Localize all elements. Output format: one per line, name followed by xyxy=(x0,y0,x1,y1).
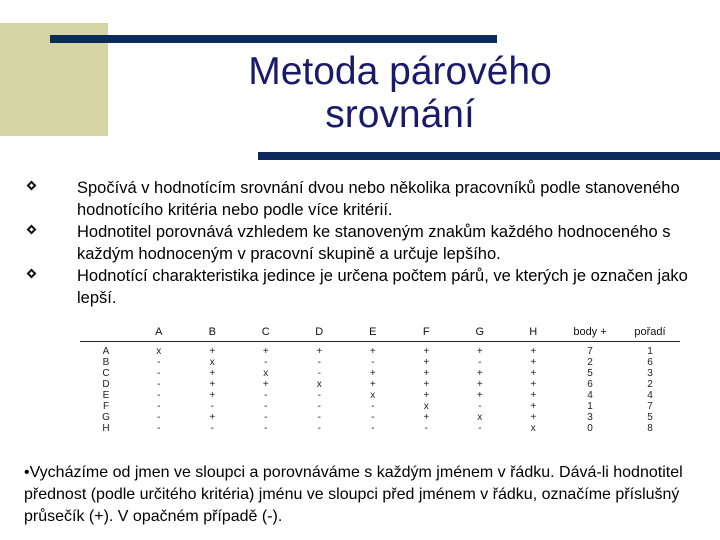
table-cell: 5 xyxy=(587,368,593,379)
bullet-text: Hodnotící charakteristika jedince je určena počtem párů, ve kterých je označen jako lepší. xyxy=(77,267,688,307)
table-cell: 7 xyxy=(647,401,653,412)
table-cell: + xyxy=(369,379,376,390)
bullet-text: Spočívá v hodnotícím srovnání dvou nebo několika pracovníků podle stanoveného hodnotícího kritéria nebo podle více kritérií. xyxy=(77,179,680,219)
row-label: D xyxy=(102,379,110,390)
decorative-line-bottom xyxy=(258,152,720,160)
table-cell: + xyxy=(476,368,483,379)
table-cell: + xyxy=(530,379,537,390)
row-label: E xyxy=(102,390,110,401)
diamond-bullet-icon xyxy=(27,269,37,279)
bullet-list xyxy=(28,177,688,309)
bullet-text: Hodnotitel porovnává vzhledem ke stanoveným znakům každého hodnoceného s každým hodnoceným v pracovní skupině a určuje lepšího. xyxy=(77,223,671,263)
table-cell: 1 xyxy=(587,401,593,412)
table-cell: - xyxy=(157,357,161,368)
table-cell: - xyxy=(317,412,321,423)
table-cell: + xyxy=(423,390,430,401)
slide-title: Metoda párového srovnání xyxy=(248,50,552,136)
table-row xyxy=(80,342,680,358)
table-cell: + xyxy=(209,346,216,357)
table-row xyxy=(80,412,680,423)
table-cell: + xyxy=(209,379,216,390)
diamond-bullet-icon xyxy=(27,181,37,191)
table-cell: - xyxy=(478,401,482,412)
table-cell: 4 xyxy=(587,390,593,401)
table-cell: - xyxy=(264,412,268,423)
table-cell: x xyxy=(370,390,376,401)
row-label: A xyxy=(102,346,110,357)
table-cell: 2 xyxy=(587,357,593,368)
table-row xyxy=(80,357,680,368)
table-row xyxy=(80,423,680,434)
table-cell: + xyxy=(530,346,537,357)
table-cell: x xyxy=(423,401,429,412)
table-cell: - xyxy=(317,423,321,434)
table-cell: + xyxy=(369,368,376,379)
table-cell: + xyxy=(369,346,376,357)
table-header-cell: H xyxy=(507,322,561,342)
decorative-line-top xyxy=(50,35,497,43)
table-cell: - xyxy=(317,390,321,401)
table-cell: - xyxy=(478,357,482,368)
table-header-cell: pořadí xyxy=(620,322,680,342)
table-cell: - xyxy=(478,423,482,434)
table-cell: - xyxy=(264,390,268,401)
table-cell: + xyxy=(423,368,430,379)
table-cell: x xyxy=(530,423,536,434)
row-label: G xyxy=(102,412,110,423)
table-cell: - xyxy=(157,412,161,423)
table-header-cell: F xyxy=(400,322,454,342)
table-row xyxy=(80,379,680,390)
table-cell: - xyxy=(157,401,161,412)
table-cell: x xyxy=(156,346,162,357)
table-row xyxy=(80,401,680,412)
table-cell: 6 xyxy=(647,357,653,368)
table-cell: 0 xyxy=(587,423,593,434)
bullet-item xyxy=(28,177,688,221)
table-cell: + xyxy=(530,368,537,379)
table-cell: 2 xyxy=(647,379,653,390)
table-cell: 4 xyxy=(647,390,653,401)
table-cell: - xyxy=(371,412,375,423)
table-cell: - xyxy=(371,401,375,412)
table-cell: 8 xyxy=(647,423,653,434)
table-cell: - xyxy=(371,357,375,368)
table-cell: - xyxy=(424,423,428,434)
table-cell: - xyxy=(210,401,214,412)
table-cell: + xyxy=(262,379,269,390)
table-cell: + xyxy=(209,412,216,423)
comparison-table-wrap xyxy=(80,322,680,452)
row-label: C xyxy=(102,368,110,379)
table-cell: - xyxy=(317,401,321,412)
table-row xyxy=(80,368,680,379)
table-header-cell: body + xyxy=(560,322,620,342)
table-cell: x xyxy=(477,412,483,423)
table-cell: - xyxy=(157,368,161,379)
table-cell: 1 xyxy=(647,346,653,357)
table-cell: + xyxy=(423,357,430,368)
table-cell: + xyxy=(262,346,269,357)
table-cell: + xyxy=(530,390,537,401)
table-cell: + xyxy=(530,401,537,412)
table-header-cell: A xyxy=(132,322,186,342)
row-label: B xyxy=(102,357,110,368)
table-header-cell: C xyxy=(239,322,293,342)
table-cell: + xyxy=(530,357,537,368)
bullet-item xyxy=(28,221,688,265)
table-cell: + xyxy=(476,379,483,390)
pairwise-comparison-table xyxy=(80,322,680,434)
table-cell: + xyxy=(476,390,483,401)
table-cell: + xyxy=(530,412,537,423)
table-cell: - xyxy=(210,423,214,434)
explanation-note: •Vycházíme od jmen ve sloupci a porovnáváme s každým jménem v řádku. Dává-li hodnotitel přednost (podle určitého kritéria) jménu ve sloupci před jménem v řádku, označíme příslušný průsečík (+). V opačném případě (-). xyxy=(24,464,683,525)
table-cell: - xyxy=(264,357,268,368)
bullet-item xyxy=(28,265,688,309)
table-header-cell: D xyxy=(293,322,347,342)
table-cell: x xyxy=(209,357,215,368)
table-header-cell: B xyxy=(186,322,240,342)
table-cell: + xyxy=(423,379,430,390)
table-cell: - xyxy=(264,401,268,412)
table-cell: - xyxy=(371,423,375,434)
table-cell: 3 xyxy=(587,412,593,423)
row-label: F xyxy=(102,401,110,412)
table-cell: 3 xyxy=(647,368,653,379)
table-cell: + xyxy=(423,412,430,423)
table-cell: 6 xyxy=(587,379,593,390)
table-cell: - xyxy=(264,423,268,434)
table-cell: + xyxy=(209,390,216,401)
table-cell: - xyxy=(317,368,321,379)
diamond-bullet-icon xyxy=(27,225,37,235)
table-cell: + xyxy=(476,346,483,357)
row-label: H xyxy=(102,423,110,434)
table-row xyxy=(80,390,680,401)
table-cell: 5 xyxy=(647,412,653,423)
table-cell: - xyxy=(317,357,321,368)
table-header-row xyxy=(80,322,680,342)
table-cell: + xyxy=(316,346,323,357)
table-header-cell: G xyxy=(453,322,507,342)
table-header-cell: E xyxy=(346,322,400,342)
table-cell: 7 xyxy=(587,346,593,357)
table-header-cell xyxy=(80,322,132,342)
table-cell: + xyxy=(209,368,216,379)
table-cell: x xyxy=(316,379,322,390)
table-cell: - xyxy=(157,379,161,390)
table-cell: x xyxy=(263,368,269,379)
table-cell: + xyxy=(423,346,430,357)
table-cell: - xyxy=(157,423,161,434)
table-cell: - xyxy=(157,390,161,401)
